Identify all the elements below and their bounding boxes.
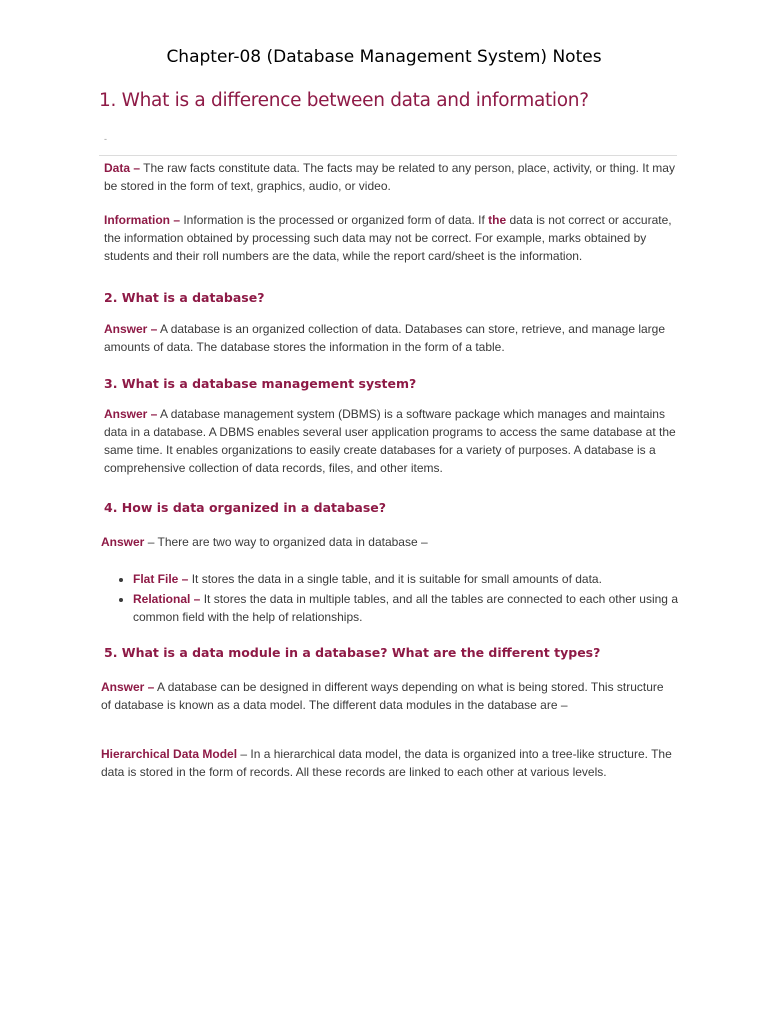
page-title: Chapter-08 (Database Management System) Notes	[166, 47, 602, 67]
relational-term: Relational –	[133, 592, 201, 606]
flat-file-term: Flat File –	[133, 572, 189, 586]
data-definition-text: The raw facts constitute data. The facts may be related to any person, place, activity, or thing. It may be stored in the form of text, graphics, audio, or video.	[104, 161, 675, 193]
information-text-b: data is not correct or accurate, the information obtained by processing such data may not be correct. For example, marks obtained by students and their roll numbers are the data, while the report card/sheet is the information.	[104, 213, 672, 263]
hierarchical-model-paragraph	[101, 745, 676, 781]
question-4-answer	[101, 533, 676, 551]
question-5-heading: 5. What is a data module in a database? What are the different types?	[104, 645, 601, 660]
question-1-heading: 1. What is a difference between data and information?	[99, 90, 589, 111]
question-2-heading: 2. What is a database?	[104, 290, 265, 305]
answer-label: Answer –	[104, 322, 158, 336]
list-item	[133, 570, 698, 588]
information-the: the	[488, 213, 507, 227]
question-2-answer	[104, 320, 679, 356]
answer-label: Answer	[101, 535, 145, 549]
answer-text: A database is an organized collection of data. Databases can store, retrieve, and manage large amounts of data. The database stores the information in the form of a table.	[104, 322, 666, 354]
information-text-a: Information is the processed or organized form of data. If	[180, 213, 489, 227]
divider-rule	[99, 155, 677, 156]
information-term: Information –	[104, 213, 181, 227]
data-definition	[104, 159, 679, 195]
tick-mark: -	[104, 134, 107, 144]
answer-text: A database can be designed in different ways depending on what is being stored. This structure of database is known as a data model. The different data modules in the database are –	[101, 680, 664, 712]
information-definition	[104, 211, 679, 265]
hierarchical-text: – In a hierarchical data model, the data is organized into a tree-like structure. The data is stored in the form of records. All these records are linked to each other at various levels.	[101, 747, 672, 779]
question-5-answer	[101, 678, 676, 714]
question-3-answer	[104, 405, 679, 477]
question-4-heading: 4. How is data organized in a database?	[104, 500, 387, 515]
organization-types-list	[118, 570, 698, 628]
answer-text: – There are two way to organized data in database –	[144, 535, 428, 549]
hierarchical-term: Hierarchical Data Model	[101, 747, 238, 761]
question-3-heading: 3. What is a database management system?	[104, 376, 417, 391]
answer-text: A database management system (DBMS) is a software package which manages and maintains data in a database. A DBMS enables several user application programs to access the same database at the same time. It enables organizations to easily create databases for a variety of purposes. A database is a comprehensive collection of data records, files, and other items.	[104, 407, 676, 475]
answer-label: Answer –	[104, 407, 158, 421]
flat-file-text: It stores the data in a single table, and it is suitable for small amounts of data.	[188, 572, 602, 586]
answer-label: Answer –	[101, 680, 155, 694]
data-term: Data –	[104, 161, 141, 175]
list-item	[133, 590, 698, 626]
relational-text: It stores the data in multiple tables, and all the tables are connected to each other using a common field with the help of relationships.	[133, 592, 678, 624]
